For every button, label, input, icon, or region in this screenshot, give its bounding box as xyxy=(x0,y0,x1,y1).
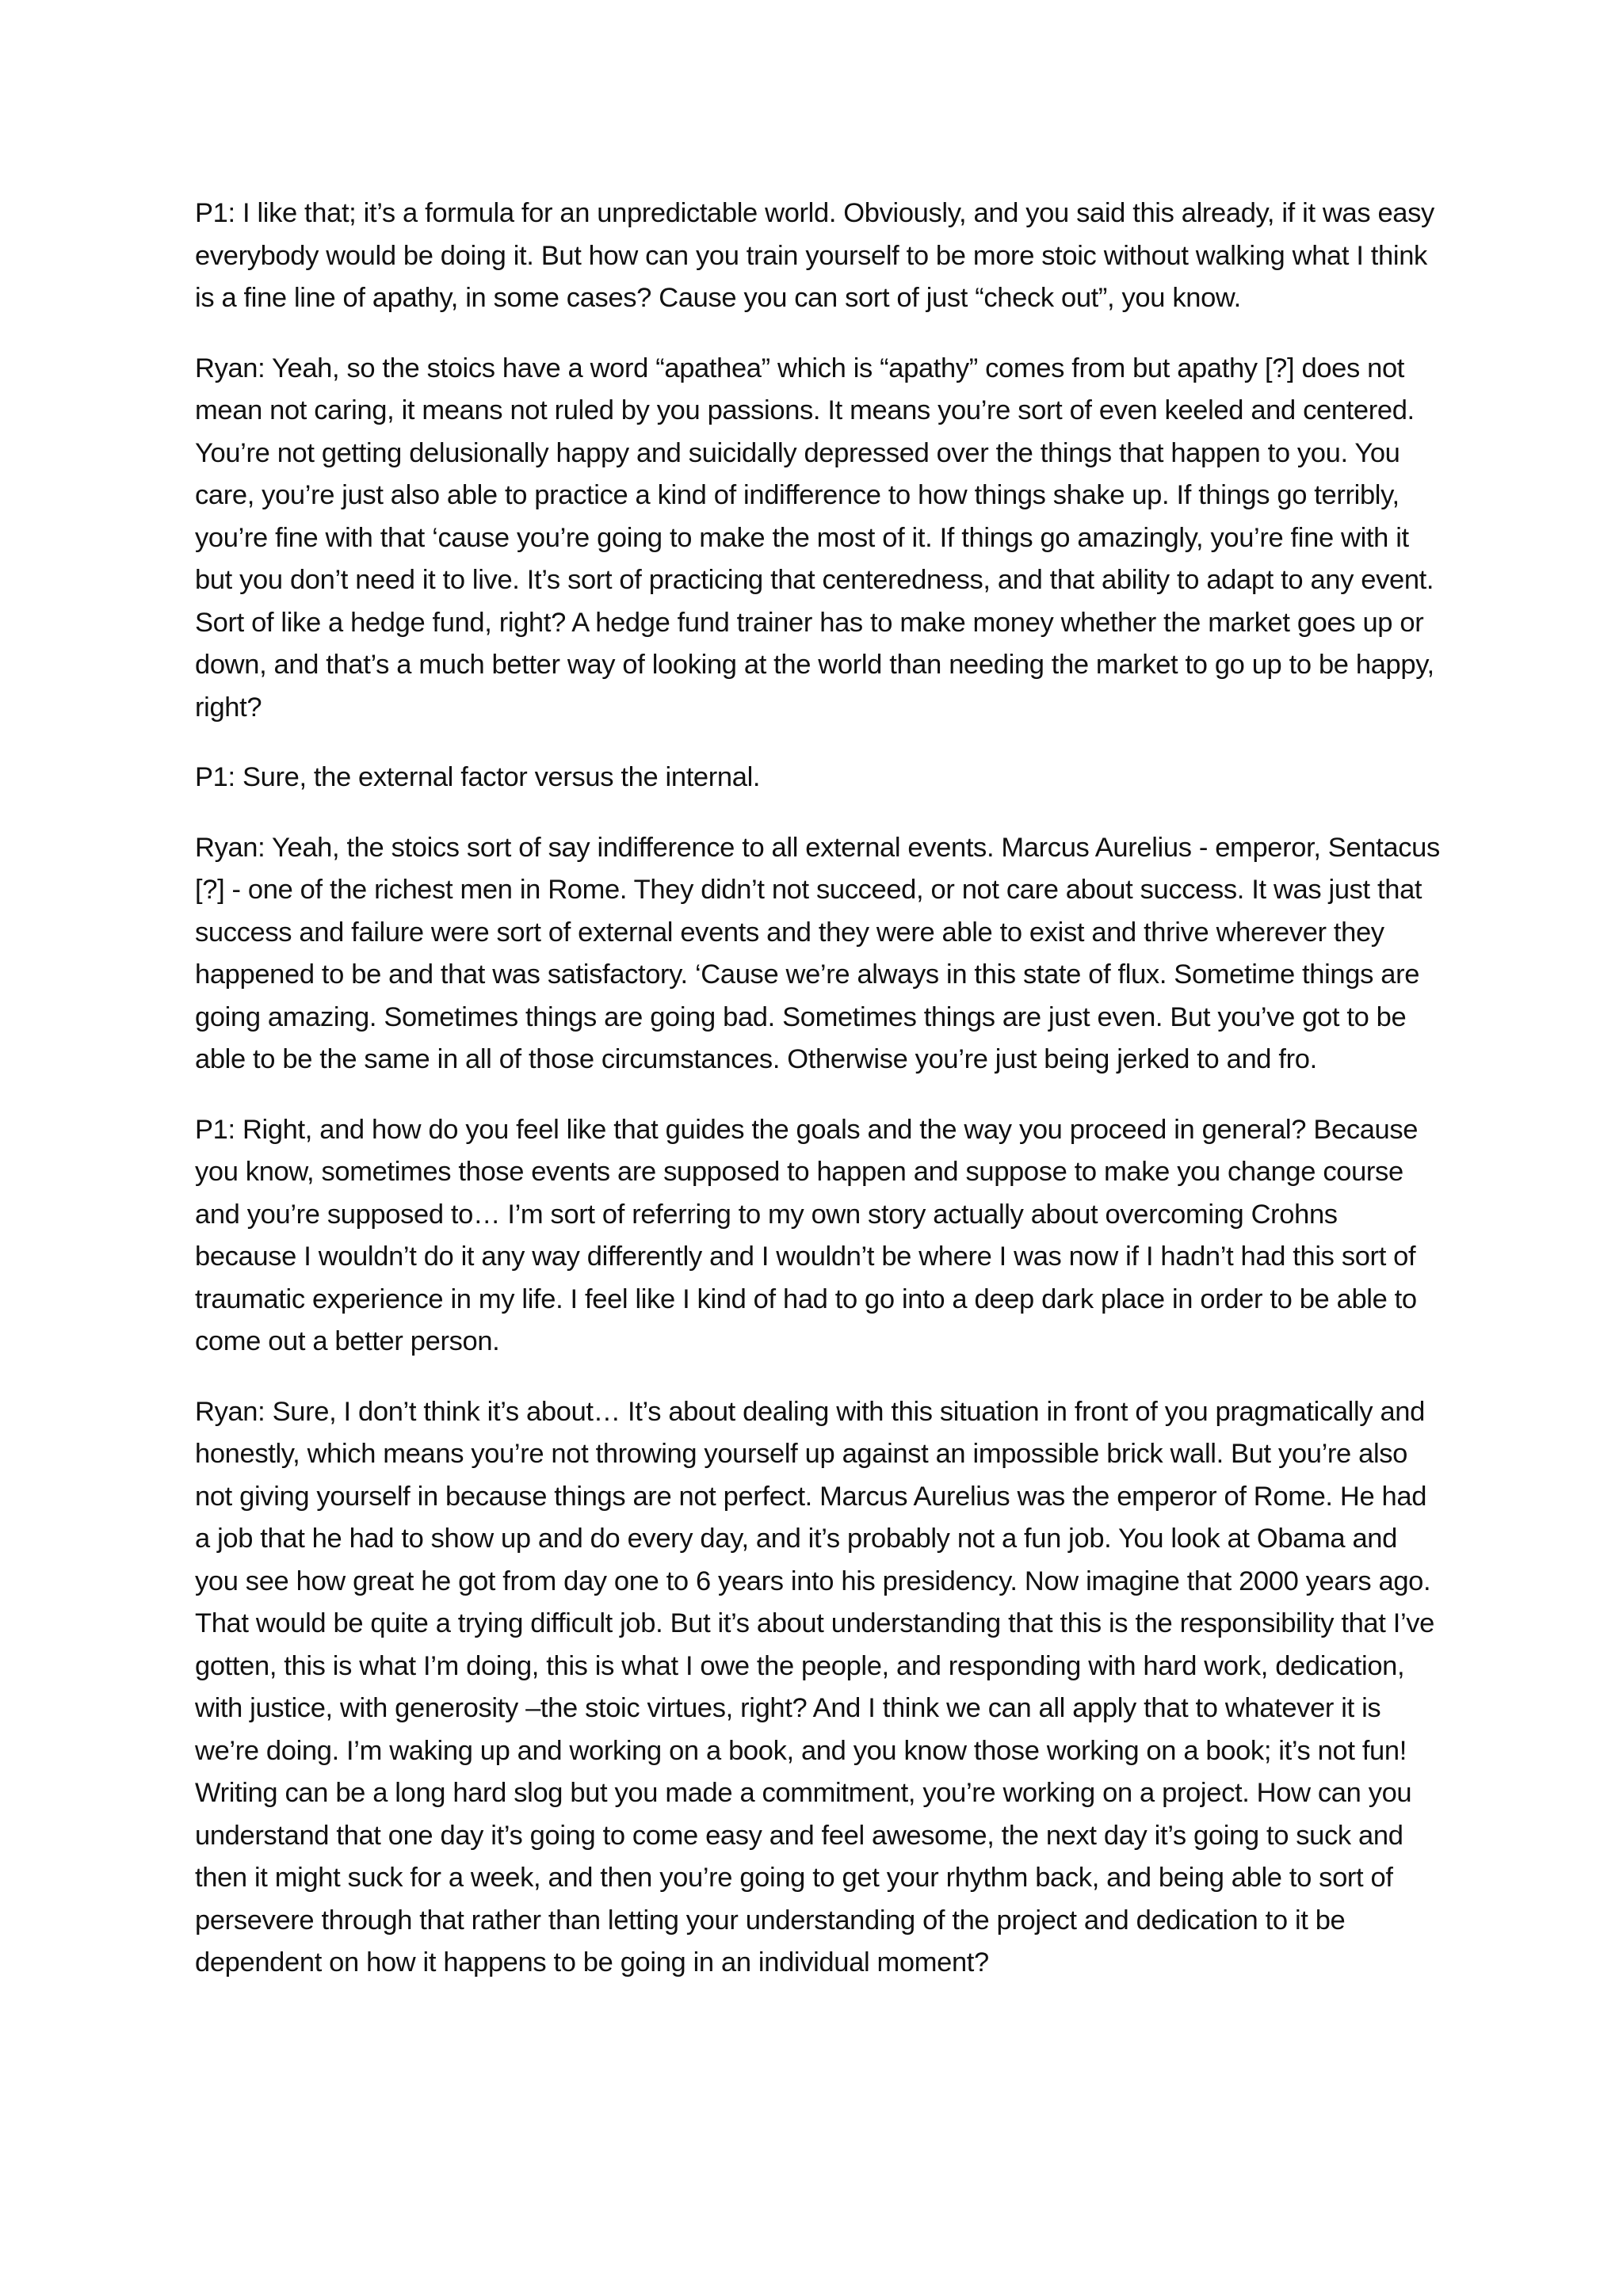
transcript-paragraph-p1-external: P1: Sure, the external factor versus the internal. xyxy=(195,762,761,792)
transcript-paragraph-p1-formula: P1: I like that; it’s a formula for an unpredictable world. Obviously, and you said this already, if it was easy everybody would be doing it. But how can you train yourself to be more stoic without walking what I think is a fine line of apathy, in some cases? Cause you can sort of just “check out”, you know. xyxy=(195,198,1434,313)
transcript-paragraph-ryan-indifference: Ryan: Yeah, the stoics sort of say indifference to all external events. Marcus Aurelius - emperor, Sentacus [?] - one of the richest men in Rome. They didn’t not succeed, or not care about success. It was just that success and failure were sort of external events and they were able to exist and thrive wherever they happened to be and that was satisfactory. ‘Cause we’re always in this state of flux. Sometime things are going amazing. Sometimes things are going bad. Sometimes things are just even. But you’ve got to be able to be the same in all of those circumstances. Otherwise you’re just being jerked to and fro. xyxy=(195,832,1440,1074)
transcript-body xyxy=(195,193,1443,2012)
transcript-paragraph-ryan-apathea: Ryan: Yeah, so the stoics have a word “apathea” which is “apathy” comes from but apathy [?] does not mean not caring, it means not ruled by you passions. It means you’re sort of even keeled and centered. You’re not getting delusionally happy and suicidally depressed over the things that happen to you. You care, you’re just also able to practice a kind of indifference to how things shake up. If things go terribly, you’re fine with that ‘cause you’re going to make the most of it. If things go amazingly, you’re fine with it but you don’t need it to live. It’s sort of practicing that centeredness, and that ability to adapt to any event. Sort of like a hedge fund, right? A hedge fund trainer has to make money whether the market goes up or down, and that’s a much better way of looking at the world than needing the market to go up to be happy, right? xyxy=(195,353,1434,723)
transcript-paragraph-p1-goals: P1: Right, and how do you feel like that guides the goals and the way you proceed in general? Because you know, sometimes those events are supposed to happen and suppose to make you change course and you’re supposed to… I’m sort of referring to my own story actually about overcoming Crohns because I wouldn’t do it any way differently and I wouldn’t be where I was now if I hadn’t had this sort of traumatic experience in my life. I feel like I kind of had to go into a deep dark place in order to be able to come out a better person. xyxy=(195,1114,1419,1356)
transcript-paragraph-ryan-pragmatism: Ryan: Sure, I don’t think it’s about… It’s about dealing with this situation in front of you pragmatically and honestly, which means you’re not throwing yourself up against an impossible brick wall. But you’re also not giving yourself in because things are not perfect. Marcus Aurelius was the emperor of Rome. He had a job that he had to show up and do every day, and it’s probably not a fun job. You look at Obama and you see how great he got from day one to 6 years into his presidency. Now imagine that 2000 years ago. That would be quite a trying difficult job. But it’s about understanding that this is the responsibility that I’ve gotten, this is what I’m doing, this is what I owe the people, and responding with hard work, dedication, with justice, with generosity –the stoic virtues, right? And I think we can all apply that to whatever it is we’re doing. I’m waking up and working on a book, and you know those working on a book; it’s not fun! Writing can be a long hard slog but you made a commitment, you’re working on a project. How can you understand that one day it’s going to come easy and feel awesome, the next day it’s going to suck and then it might suck for a week, and then you’re going to get your rhythm back, and being able to sort of persevere through that rather than letting your understanding of the project and dedication to it be dependent on how it happens to be going in an individual moment? xyxy=(195,1396,1435,1978)
